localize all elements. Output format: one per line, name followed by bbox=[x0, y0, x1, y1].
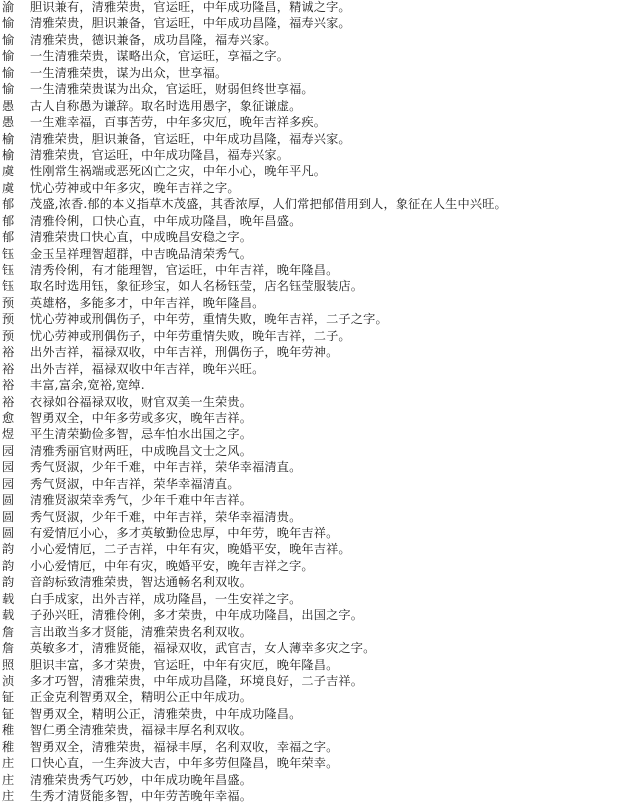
entry-character: 榆 bbox=[2, 131, 15, 146]
entry-description: 英雄格，多能多才，中年吉祥，晚年隆昌。 bbox=[30, 295, 265, 310]
entry-row bbox=[0, 262, 620, 278]
entry-description: 有爱情厄小心，多才英敏勤俭忠厚，中年劳，晚年吉祥。 bbox=[30, 526, 339, 540]
entry-character: 裕 bbox=[2, 361, 15, 376]
entry-row bbox=[0, 328, 620, 344]
entry-character: 预 bbox=[2, 312, 15, 327]
entry-character: 圆 bbox=[2, 493, 15, 508]
entry-description: 多才巧智，清雅荣贵，中年成功昌隆，环境良好，二子吉祥。 bbox=[30, 673, 364, 688]
entry-description: 丰富,富余,宽裕,宽绰. bbox=[30, 378, 145, 393]
entry-description: 秀气贤淑，少年千难，中年吉祥，荣华幸福清直。 bbox=[30, 460, 302, 475]
entry-row bbox=[0, 246, 620, 262]
entry-row bbox=[0, 591, 620, 607]
entry-description: 古人自称愚为谦辞。取名时选用愚字，象征谦虚。 bbox=[30, 98, 302, 113]
entry-row bbox=[0, 311, 620, 327]
entry-character: 裕 bbox=[2, 394, 15, 409]
entry-description: 清雅荣贵，胆识兼备，官运旺，中年成功昌隆，福寿兴家。 bbox=[30, 131, 351, 146]
entry-character: 庄 bbox=[2, 772, 15, 787]
entry-character: 园 bbox=[2, 476, 15, 491]
entry-row bbox=[0, 459, 620, 475]
entry-character: 浈 bbox=[2, 673, 15, 688]
entry-description: 口快心直，一生奔波大吉，中年多劳但隆昌，晚年荣幸。 bbox=[30, 756, 339, 771]
entry-character: 钲 bbox=[2, 706, 15, 721]
entry-description: 茂盛,浓香.郁的本义指草木茂盛，其香浓厚，人们常把郁借用到人，象征在人生中兴旺。 bbox=[30, 197, 507, 212]
entry-description: 清雅贤淑荣幸秀气，少年千难中年吉祥。 bbox=[30, 493, 253, 508]
entry-row bbox=[0, 788, 620, 804]
entry-character: 庄 bbox=[2, 756, 15, 771]
entry-description: 清雅荣贵，官运旺，中年成功隆昌，福寿兴家。 bbox=[30, 147, 290, 162]
entry-character: 载 bbox=[2, 608, 15, 623]
entry-character: 载 bbox=[2, 591, 15, 606]
entry-description: 取名时选用钰，象征珍宝，如人名杨钰莹，店名钰莹服装店。 bbox=[30, 279, 364, 294]
entry-row bbox=[0, 657, 620, 673]
entry-character: 詹 bbox=[2, 641, 15, 656]
entry-row bbox=[0, 443, 620, 459]
entry-row bbox=[0, 476, 620, 492]
entry-description: 一生清雅荣贵谋为出众，官运旺，财弱但终世享福。 bbox=[30, 82, 314, 97]
entry-character: 预 bbox=[2, 295, 15, 310]
entry-description: 清雅荣贵秀气巧妙，中年成功晚年昌盛。 bbox=[30, 772, 253, 787]
entry-row bbox=[0, 739, 620, 755]
entry-character: 圆 bbox=[2, 526, 15, 540]
entry-row bbox=[0, 361, 620, 377]
entry-character: 庄 bbox=[2, 789, 15, 803]
entry-character: 愉 bbox=[2, 16, 15, 31]
entry-character: 愈 bbox=[2, 410, 15, 425]
entry-character: 裕 bbox=[2, 378, 15, 393]
entry-description: 胆识兼有，清雅荣贵，官运旺，中年成功隆昌，精诚之字。 bbox=[30, 0, 351, 14]
entry-character: 郁 bbox=[2, 197, 15, 212]
entry-character: 虞 bbox=[2, 164, 15, 179]
entry-description: 子孙兴旺，清雅伶俐，多才荣贵，中年成功隆昌，出国之字。 bbox=[30, 608, 364, 623]
entry-row bbox=[0, 755, 620, 771]
entry-row bbox=[0, 558, 620, 574]
entry-description: 一生清雅荣贵，谋略出众，官运旺，享福之字。 bbox=[30, 49, 290, 64]
entry-row bbox=[0, 410, 620, 426]
entry-row bbox=[0, 131, 620, 147]
entry-row bbox=[0, 624, 620, 640]
entry-row bbox=[0, 98, 620, 114]
entry-character: 裕 bbox=[2, 345, 15, 360]
entry-character: 渝 bbox=[2, 0, 15, 14]
entry-row bbox=[0, 722, 620, 738]
entry-row bbox=[0, 344, 620, 360]
entry-row bbox=[0, 295, 620, 311]
entry-description: 忧心劳神或刑偶伤子，中年劳重情失败，晚年吉祥，二子。 bbox=[30, 328, 351, 343]
entry-description: 金玉呈祥理智超群，中吉晚品清荣秀气。 bbox=[30, 246, 253, 261]
entry-row bbox=[0, 163, 620, 179]
entry-row bbox=[0, 114, 620, 130]
entry-character: 愉 bbox=[2, 82, 15, 97]
entry-description: 秀气贤淑，中年吉祥，荣华幸福清直。 bbox=[30, 476, 240, 491]
entry-character: 郁 bbox=[2, 213, 15, 228]
entry-character: 照 bbox=[2, 657, 15, 672]
entry-description: 白手成家，出外吉祥，成功隆昌，一生安祥之字。 bbox=[30, 591, 302, 606]
entry-description: 英敏多才，清雅贤能，福禄双收，武官吉，女人薄幸多灾之字。 bbox=[30, 641, 376, 656]
entry-row bbox=[0, 377, 620, 393]
entry-row bbox=[0, 147, 620, 163]
entry-description: 清秀伶俐，有才能理智，官运旺，中年吉祥，晚年隆昌。 bbox=[30, 263, 339, 277]
entry-character: 愚 bbox=[2, 115, 15, 130]
entry-description: 性刚常生祸端或恶死凶亡之灾，中年小心，晚年平凡。 bbox=[30, 164, 327, 179]
entry-row bbox=[0, 32, 620, 48]
entry-character: 稚 bbox=[2, 739, 15, 754]
entry-row bbox=[0, 541, 620, 557]
entry-description: 音韵标致清雅荣贵，智达通畅名利双收。 bbox=[30, 575, 253, 590]
entry-description: 清雅秀丽官财两旺，中成晚昌文士之风。 bbox=[30, 443, 253, 458]
entry-character: 钲 bbox=[2, 690, 15, 705]
entry-row bbox=[0, 706, 620, 722]
entry-description: 清雅伶俐，口快心直，中年成功隆昌，晚年昌盛。 bbox=[30, 213, 302, 228]
entry-description: 智勇双全，中年多劳或多灾，晚年吉祥。 bbox=[30, 410, 253, 425]
entry-character: 园 bbox=[2, 443, 15, 458]
entry-character: 稚 bbox=[2, 723, 15, 738]
entry-row bbox=[0, 640, 620, 656]
entry-description: 言出敢当多才贤能，清雅荣贵名利双收。 bbox=[30, 624, 253, 639]
entry-character: 钰 bbox=[2, 246, 15, 261]
entry-description: 清雅荣贵，德识兼备，成功昌隆，福寿兴家。 bbox=[30, 32, 277, 47]
entry-description: 忧心劳神或刑偶伤子，中年劳，重情失败，晚年吉祥，二子之字。 bbox=[30, 312, 388, 327]
entry-description: 出外吉祥，福禄双收中年吉祥，晚年兴旺。 bbox=[30, 361, 265, 376]
entry-description: 一生清雅荣贵，谋为出众，世享福。 bbox=[30, 65, 228, 80]
entry-character: 愉 bbox=[2, 65, 15, 80]
entry-description: 智勇双全，精明公正，清雅荣贵，中年成功隆昌。 bbox=[30, 706, 302, 721]
entry-row bbox=[0, 0, 620, 15]
entry-row bbox=[0, 48, 620, 64]
entry-row bbox=[0, 229, 620, 245]
entry-row bbox=[0, 180, 620, 196]
entry-character: 韵 bbox=[2, 542, 15, 557]
entry-row bbox=[0, 607, 620, 623]
entry-character: 愚 bbox=[2, 98, 15, 113]
entry-row bbox=[0, 65, 620, 81]
entry-description: 智仁勇全清雅荣贵，福禄丰厚名利双收。 bbox=[30, 723, 253, 738]
entry-row bbox=[0, 492, 620, 508]
entry-row bbox=[0, 525, 620, 541]
entry-row bbox=[0, 574, 620, 590]
entry-character: 钰 bbox=[2, 263, 15, 277]
entry-row bbox=[0, 509, 620, 525]
entry-character: 韵 bbox=[2, 575, 15, 590]
entry-row bbox=[0, 196, 620, 212]
entry-character: 詹 bbox=[2, 624, 15, 639]
entry-description: 清雅荣贵，胆识兼备，官运旺，中年成功昌隆，福寿兴家。 bbox=[30, 16, 351, 31]
entry-character: 愉 bbox=[2, 49, 15, 64]
entry-description: 胆识丰富，多才荣贵，官运旺，中年有灾厄，晚年隆昌。 bbox=[30, 657, 339, 672]
entry-character: 预 bbox=[2, 328, 15, 343]
entry-description: 正金克利智勇双全，精明公正中年成功。 bbox=[30, 690, 253, 705]
entry-description: 生秀才清贤能多智，中年劳苦晚年幸福。 bbox=[30, 789, 253, 803]
entry-row bbox=[0, 15, 620, 31]
entry-character: 愉 bbox=[2, 32, 15, 47]
entry-description: 小心爱情厄，二子吉祥，中年有灾，晚婚平安，晚年吉祥。 bbox=[30, 542, 351, 557]
entry-description: 清雅荣贵口快心直，中成晚昌安稳之字。 bbox=[30, 230, 253, 245]
entry-description: 秀气贤淑，少年千难，中年吉祥，荣华幸福清贵。 bbox=[30, 509, 302, 524]
entry-row bbox=[0, 772, 620, 788]
entry-character: 煜 bbox=[2, 427, 15, 442]
entry-description: 衣禄如谷福禄双收，财官双美一生荣贵。 bbox=[30, 394, 253, 409]
entry-description: 忧心劳神或中年多灾，晚年吉祥之字。 bbox=[30, 180, 240, 195]
entry-description: 小心爱情厄，中年有灾，晚婚平安，晚年吉祥之字。 bbox=[30, 558, 314, 573]
entry-description: 出外吉祥，福禄双收，中年吉祥，刑偶伤子，晚年劳神。 bbox=[30, 345, 339, 360]
entry-description: 一生难幸福，百事苦劳，中年多灾厄，晚年吉祥多疾。 bbox=[30, 115, 327, 130]
entry-row bbox=[0, 278, 620, 294]
entry-character: 郁 bbox=[2, 230, 15, 245]
entry-row bbox=[0, 673, 620, 689]
entry-row bbox=[0, 81, 620, 97]
entry-character: 钰 bbox=[2, 279, 15, 294]
entry-row bbox=[0, 213, 620, 229]
entry-description: 平生清荣勤俭多智，忌车怕水出国之字。 bbox=[30, 427, 253, 442]
entry-description: 智勇双全，清雅荣贵，福禄丰厚，名利双收，幸福之字。 bbox=[30, 739, 339, 754]
entry-character: 圆 bbox=[2, 509, 15, 524]
entry-row bbox=[0, 689, 620, 705]
entry-character: 韵 bbox=[2, 558, 15, 573]
entry-row bbox=[0, 426, 620, 442]
entry-character: 榆 bbox=[2, 147, 15, 162]
entry-row bbox=[0, 394, 620, 410]
entry-character: 虞 bbox=[2, 180, 15, 195]
entry-character: 园 bbox=[2, 460, 15, 475]
